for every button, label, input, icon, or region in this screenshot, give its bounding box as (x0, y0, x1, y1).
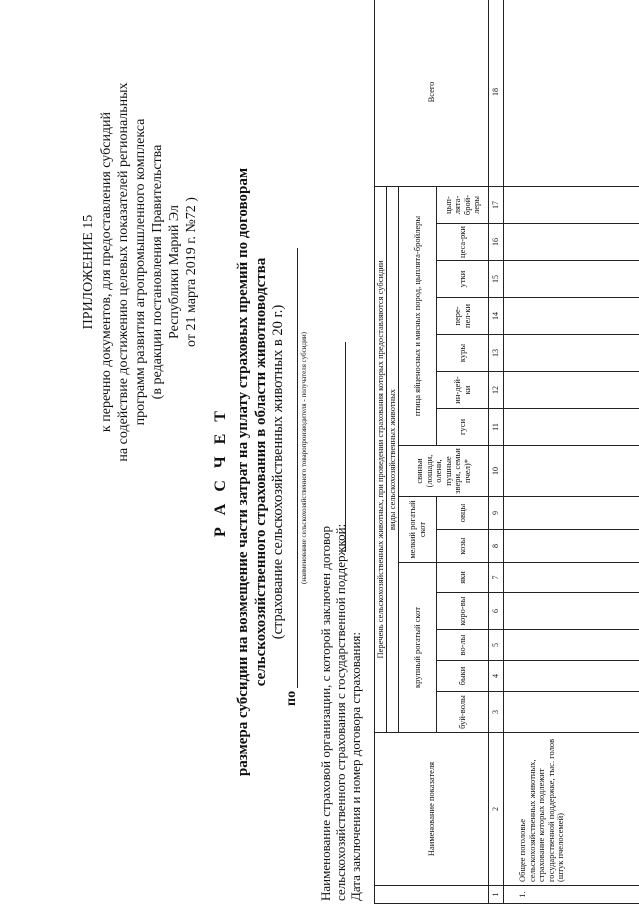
col-geese: гуси (437, 409, 489, 446)
data-cell (504, 661, 639, 692)
insurer-label-2: сельскохозяйственного страхования с государственной поддержкой: (333, 523, 348, 901)
data-cell (504, 497, 639, 530)
col-bulls: быки (437, 661, 489, 692)
num-cell: 5 (489, 630, 504, 661)
contract-date-label: Дата заключения и номер договора страхования: (348, 631, 363, 901)
num-cell: 10 (489, 446, 504, 497)
num-cell: 11 (489, 409, 504, 446)
data-cell (504, 224, 639, 261)
col-cows: коро-вы (437, 593, 489, 630)
appendix-line-6: от 21 марта 2019 г. №72 ) (184, 197, 199, 347)
document-subtitle-3: (страхование сельскохозяйственных животных в 20 г.) (270, 304, 286, 640)
document-subtitle-2: сельскохозяйственного страхования в области животноводства (253, 257, 269, 687)
group-bird: птица яйценосных и мясных пород, цыплята-бройлеры (399, 187, 437, 446)
num-cell: 14 (489, 298, 504, 335)
num-cell: 18 (489, 0, 504, 187)
num-cell: 15 (489, 261, 504, 298)
col-guinea: цеса-рки (437, 224, 489, 261)
document-title: Р А С Ч Е Т (212, 407, 229, 537)
data-cell (504, 335, 639, 372)
data-cell (504, 187, 639, 224)
num-cell: 7 (489, 563, 504, 593)
num-cell: 13 (489, 335, 504, 372)
col-yaks: яки (437, 563, 489, 593)
num-cell: 2 (489, 733, 504, 886)
group-krs: крупный рогатый скот (399, 563, 437, 733)
document-subtitle-1: размера субсидии на возмещение части затрат на уплату страховых премий по договорам (235, 167, 251, 777)
num-cell: 9 (489, 497, 504, 530)
subsidy-table (374, 0, 639, 904)
appendix-title: ПРИЛОЖЕНИЕ 15 (81, 214, 96, 330)
col-ducks: утки (437, 261, 489, 298)
appendix-line-4: (в редакции постановления Правительства (150, 144, 165, 400)
appendix-line-5: Республики Марий Эл (167, 205, 182, 339)
data-cell (504, 372, 639, 409)
list-header: Перечень сельскохозяйственных животных, при проведении страхования которых предоставляются субсидии (375, 187, 387, 733)
num-cell: 1 (489, 886, 504, 904)
total-header: Всего (375, 0, 489, 187)
data-cell (504, 530, 639, 563)
num-cell: 12 (489, 372, 504, 409)
col-chickens: куры (437, 335, 489, 372)
num-cell: 3 (489, 692, 504, 733)
col-buffalo: буй-волы (437, 692, 489, 733)
col-broilers: цып-лята-брой-леры (437, 187, 489, 224)
recipient-caption: (наименование сельскохозяйственного товаропроизводителя - получателя субсидии) (300, 332, 308, 584)
kinds-header: виды сельскохозяйственных животных (387, 187, 399, 733)
appendix-line-3: программ развития агропромышленного комплекса (133, 118, 148, 426)
data-cell (504, 446, 639, 497)
data-cell (504, 261, 639, 298)
num-cell: 17 (489, 187, 504, 224)
num-cell: 4 (489, 661, 504, 692)
data-cell (504, 563, 639, 593)
col-oxen: во-лы (437, 630, 489, 661)
row1-num: 1. (504, 886, 639, 904)
recipient-line (297, 248, 298, 688)
col-quail: пере-пел-ки (437, 298, 489, 335)
po-label: по (284, 690, 299, 706)
row1-text: Общее поголовье сельскохозяйственных животных, страхование которых подлежит государственной поддержке, тыс. голов (штук пчелосемей) (504, 733, 639, 886)
data-cell (504, 298, 639, 335)
col-goats: козы (437, 530, 489, 563)
num-cell: 16 (489, 224, 504, 261)
name-header-cell (375, 733, 489, 886)
num-cell: 8 (489, 530, 504, 563)
appendix-line-2: на содействие достижению целевых показателей региональных (116, 82, 131, 462)
name-header: Наименование показателя (425, 761, 436, 857)
data-cell (504, 409, 639, 446)
appendix-line-1: к перечню документов, для предоставления субсидий (99, 111, 114, 433)
insurer-line (345, 342, 346, 552)
data-cell (504, 692, 639, 733)
num-header-cell (375, 886, 489, 904)
num-cell: 6 (489, 593, 504, 630)
group-mrs: мелкий рогатый скот (399, 497, 437, 563)
data-cell (504, 630, 639, 661)
insurer-label-1: Наименование страховой организации, с которой заключен договор (318, 525, 333, 901)
data-cell (504, 0, 639, 187)
group-pigs: свиньи (лошади, олени, пушные звери, семьи пчел)* (399, 446, 489, 497)
data-cell (504, 593, 639, 630)
col-turkeys: ин-дей-ки (437, 372, 489, 409)
col-sheep: овцы (437, 497, 489, 530)
